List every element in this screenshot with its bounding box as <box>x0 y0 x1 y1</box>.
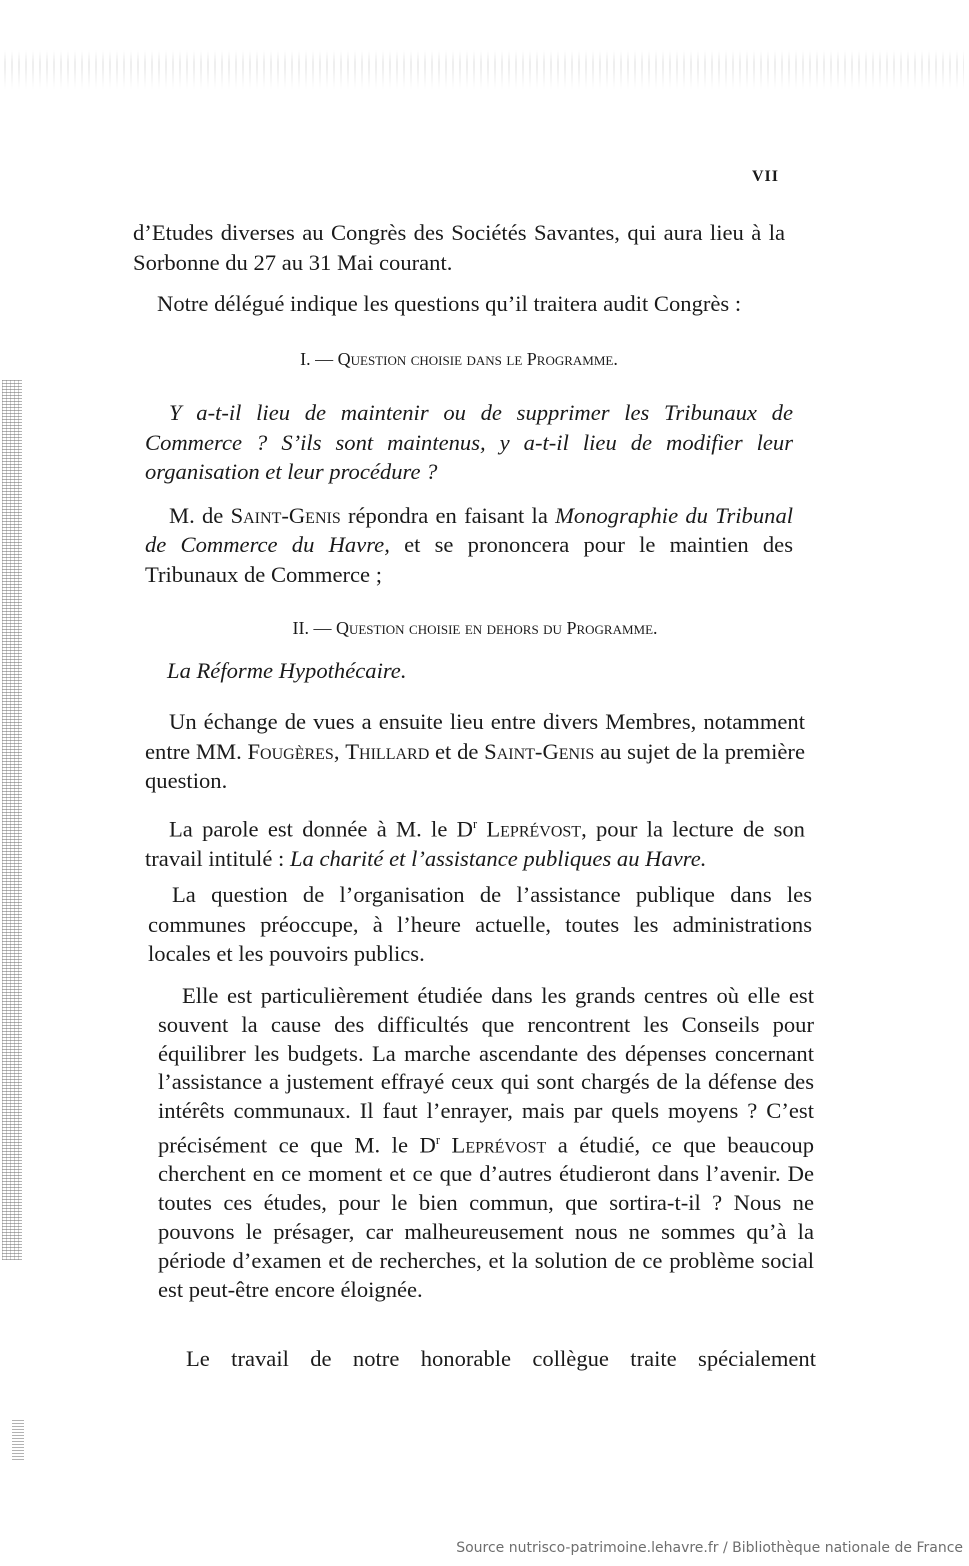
work-title: Monographie du Tribunal de Commerce du Havre, <box>145 502 794 557</box>
p7-superscript: r <box>435 1132 440 1147</box>
question-2-text: La Réforme Hypothécaire. <box>167 657 407 683</box>
p3-text-b: répondra en faisant la <box>347 502 548 528</box>
p3-text-c: et se prononcera pour le maintien des Tribunaux de Commerce ; <box>145 532 793 587</box>
p4-text-c: au sujet de la première question. <box>145 738 805 793</box>
heading-question-1 <box>133 345 785 375</box>
person-name: Thillard <box>345 738 430 764</box>
p5-text-b: , pour la lecture de son travail intitulé : <box>145 816 805 871</box>
scan-noise-top <box>4 50 964 90</box>
heading-2-number: II. — <box>292 618 332 638</box>
source-attribution: Source nutrisco-patrimoine.lehavre.fr / Bibliothèque nationale de France <box>456 1540 963 1556</box>
paragraph-exchange <box>145 707 805 796</box>
text-block-etudiee <box>158 982 814 1304</box>
person-name: Saint-Genis <box>484 738 595 764</box>
heading-1-number: I. — <box>300 348 334 369</box>
text-block-travail <box>162 1344 816 1374</box>
question-1-text: Y a-t-il lieu de maintenir ou de supprimer les Tribunaux de Commerce ? S’ils sont maintenus, y a-t-il lieu de modifier leur organisation et leur procédure ? <box>145 400 793 484</box>
p3-text-a: M. de <box>169 502 224 528</box>
paragraph-travail: Le travail de notre honorable collègue traite spécialement <box>186 1346 816 1371</box>
scan-noise-left-margin-bottom <box>12 1420 24 1460</box>
page-number: VII <box>752 168 780 185</box>
heading-1-text: Question choisie dans le Programme. <box>337 348 618 369</box>
text-block-assistance <box>148 880 812 969</box>
text-block-question-1 <box>145 398 793 589</box>
person-name: Fougères <box>247 738 334 764</box>
p7-text-b: a étudié, ce que beaucoup cherchent en ce moment et ce que d’autres étudieront dans l’avenir. De toutes ces études, pour le bien commun, que sortira-t-il ? Nous ne pouvons le présager, car malheureusement nous ne sommes qu’à la période d’examen et de recherches, et la solution de ce problème social est peut-être encore éloignée. <box>158 1132 814 1302</box>
p4-text-b: et de <box>435 738 479 764</box>
p7-text-a: Elle est particulièrement étudiée dans les grands centres où elle est souvent la cause des difficultés que rencontrent les Conseils pour équilibrer les budgets. La marche ascendante des dépenses concernant l’assistance a justement effrayé ceux qui sont chargés de la défense des intérêts communaux. Il faut l’enrayer, mais par quels moyens ? C’est précisément ce que M. le D <box>158 983 814 1158</box>
paragraph-etudiee <box>158 982 814 1304</box>
heading-question-2 <box>145 614 805 644</box>
person-name: Saint-Genis <box>230 502 341 528</box>
p5-superscript: r <box>472 816 478 831</box>
paragraph-assistance-question: La question de l’organisation de l’assistance publique dans les communes préoccupe, à l’heure actuelle, toutes les administrations locales et les pouvoirs publics. <box>148 882 812 966</box>
paragraph-delegate: Notre délégué indique les questions qu’il traitera audit Congrès : <box>157 291 742 316</box>
scan-noise-left-margin <box>2 380 22 1260</box>
p4-text-a: Un échange de vues a ensuite lieu entre divers Membres, notamment entre MM. <box>145 709 805 764</box>
person-name: Leprévost <box>486 816 582 842</box>
paragraph-parole <box>145 810 805 874</box>
heading-2-text: Question choisie en dehors du Programme. <box>335 618 658 638</box>
work-title: La charité et l’assistance publiques au Havre. <box>289 845 707 871</box>
person-name: Leprévost <box>451 1132 547 1158</box>
text-block-question-2 <box>145 614 805 873</box>
paragraph-congress: d’Etudes diverses au Congrès des Sociétés Savantes, qui aura lieu à la Sorbonne du 27 au 31 Mai courant. <box>133 220 785 275</box>
text-block-intro <box>133 218 785 374</box>
p4-separator: , <box>333 738 340 764</box>
paragraph-saint-genis <box>145 501 793 590</box>
p5-text-a: La parole est donnée à M. le D <box>169 816 473 842</box>
